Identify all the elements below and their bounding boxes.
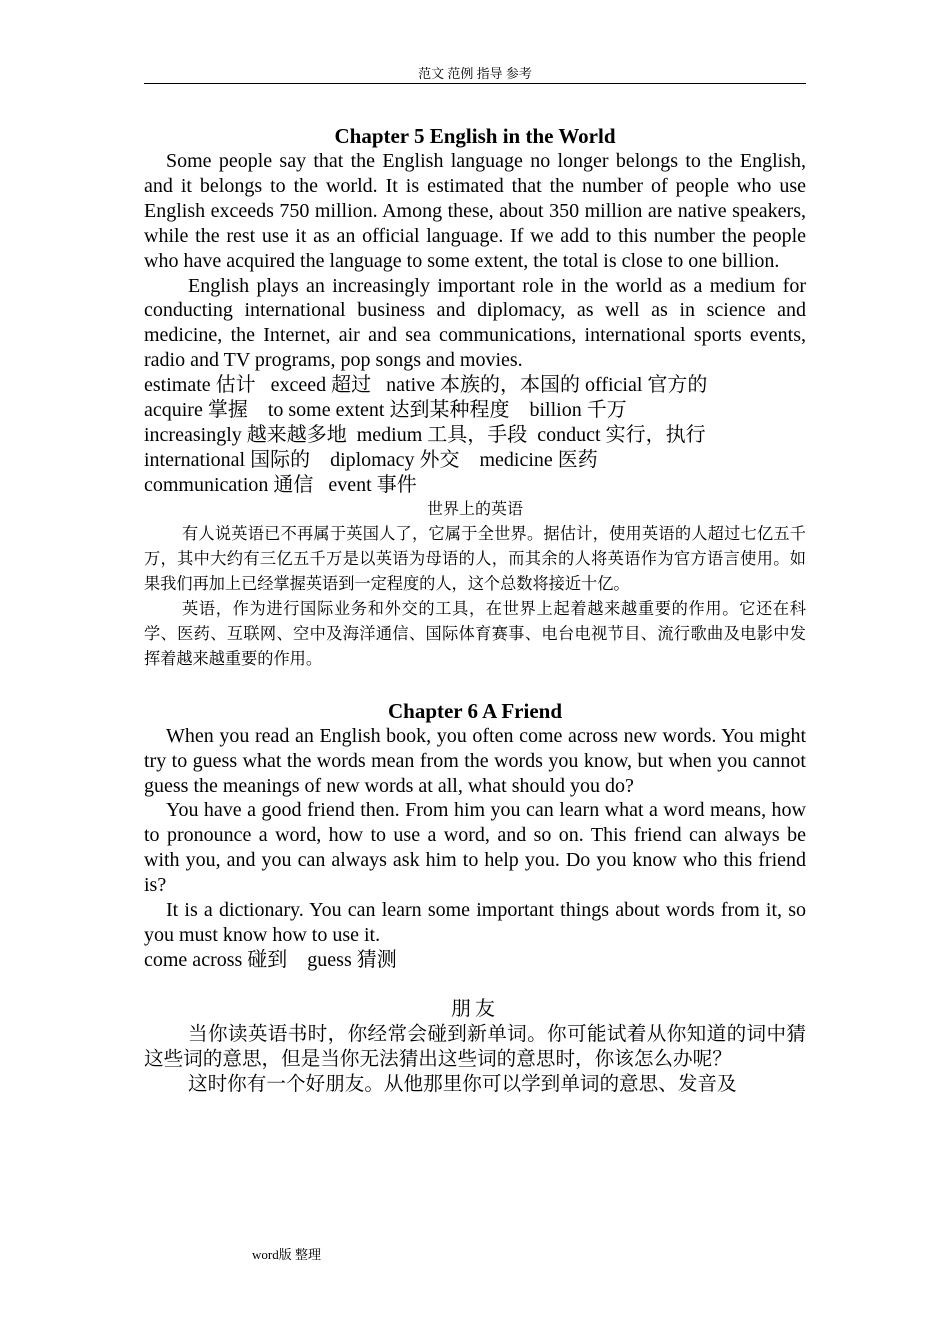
chapter-6-paragraph-2: You have a good friend then. From him you can learn what a word means, how to pronounce a word, how to use a word, and so on. This friend can always be with you, and you can always ask him to help you. Do you know who this friend is? [144,799,806,897]
vocab-line: communication 通信 event 事件 [144,473,417,496]
chapter-6-chinese-title: 朋友 [451,997,499,1020]
chapter-6-vocabulary: come across 碰到 guess 猜测 [144,948,397,971]
section-spacer [144,672,806,699]
chapter-6-chinese-paragraph-1: 当你读英语书时，你经常会碰到新单词。你可能试着从你知道的词中猜这些词的意思，但是当你无法猜出这些词的意思时，你该怎么办呢？ [144,1023,806,1070]
chapter-5-chinese-paragraph-1: 有人说英语已不再属于英国人了，它属于全世界。据估计，使用英语的人超过七亿五千万，其中大约有三亿五千万是以英语为母语的人，而其余的人将英语作为官方语言使用。如果我们再加上已经掌握英语到一定程度的人，这个总数将接近十亿。 [144,524,806,593]
chapter-6-chinese-paragraph-2: 这时你有一个好朋友。从他那里你可以学到单词的意思、发音及 [188,1073,737,1095]
chapter-6-paragraph-1: When you read an English book, you often come across new words. You might try to guess what the words mean from the words you know, but when you cannot guess the meanings of new words at all, what should you do? [144,724,806,797]
header-rule [144,83,806,84]
vocab-line: estimate 估计 exceed 超过 native 本族的，本国的 official 官方的 [144,374,708,397]
chapter-5-chinese-title: 世界上的英语 [426,500,523,518]
vocab-line: acquire 掌握 to some extent 达到某种程度 billion 千万 [144,399,627,422]
section-spacer [144,973,806,997]
vocab-line: international 国际的 diplomacy 外交 medicine 医药 [144,448,598,471]
chapter-5-chinese-paragraph-2: 英语，作为进行国际业务和外交的工具，在世界上起着越来越重要的作用。它还在科学、医药、互联网、空中及海洋通信、国际体育赛事、电台电视节目、流行歌曲及电影中发挥着越来越重要的作用。 [144,599,806,668]
page-content [144,124,806,1097]
chapter-5-title: Chapter 5 English in the World [334,124,616,148]
vocab-line: increasingly 越来越多地 medium 工具，手段 conduct 实行，执行 [144,423,706,446]
page-footer: word版 整理 [252,1247,321,1262]
chapter-5-vocabulary [144,373,806,498]
page-header: 范文 范例 指导 参考 [418,66,532,81]
chapter-6-paragraph-3: It is a dictionary. You can learn some important things about words from it, so you must know how to use it. [144,899,806,946]
chapter-5-paragraph-2: English plays an increasingly important role in the world as a medium for conducting international business and diplomacy, as well as in science and medicine, the Internet, air and sea communications, international sports events, radio and TV programs, pop songs and movies. [144,274,806,372]
chapter-6-title: Chapter 6 A Friend [387,698,563,723]
chapter-5-paragraph-1: Some people say that the English language no longer belongs to the English, and it belongs to the world. It is estimated that the number of people who use English exceeds 750 million. Among these, about 350 million are native speakers, while the rest use it as an official language. If we add to this number the people who have acquired the language to some extent, the total is close to one billion. [144,150,806,272]
